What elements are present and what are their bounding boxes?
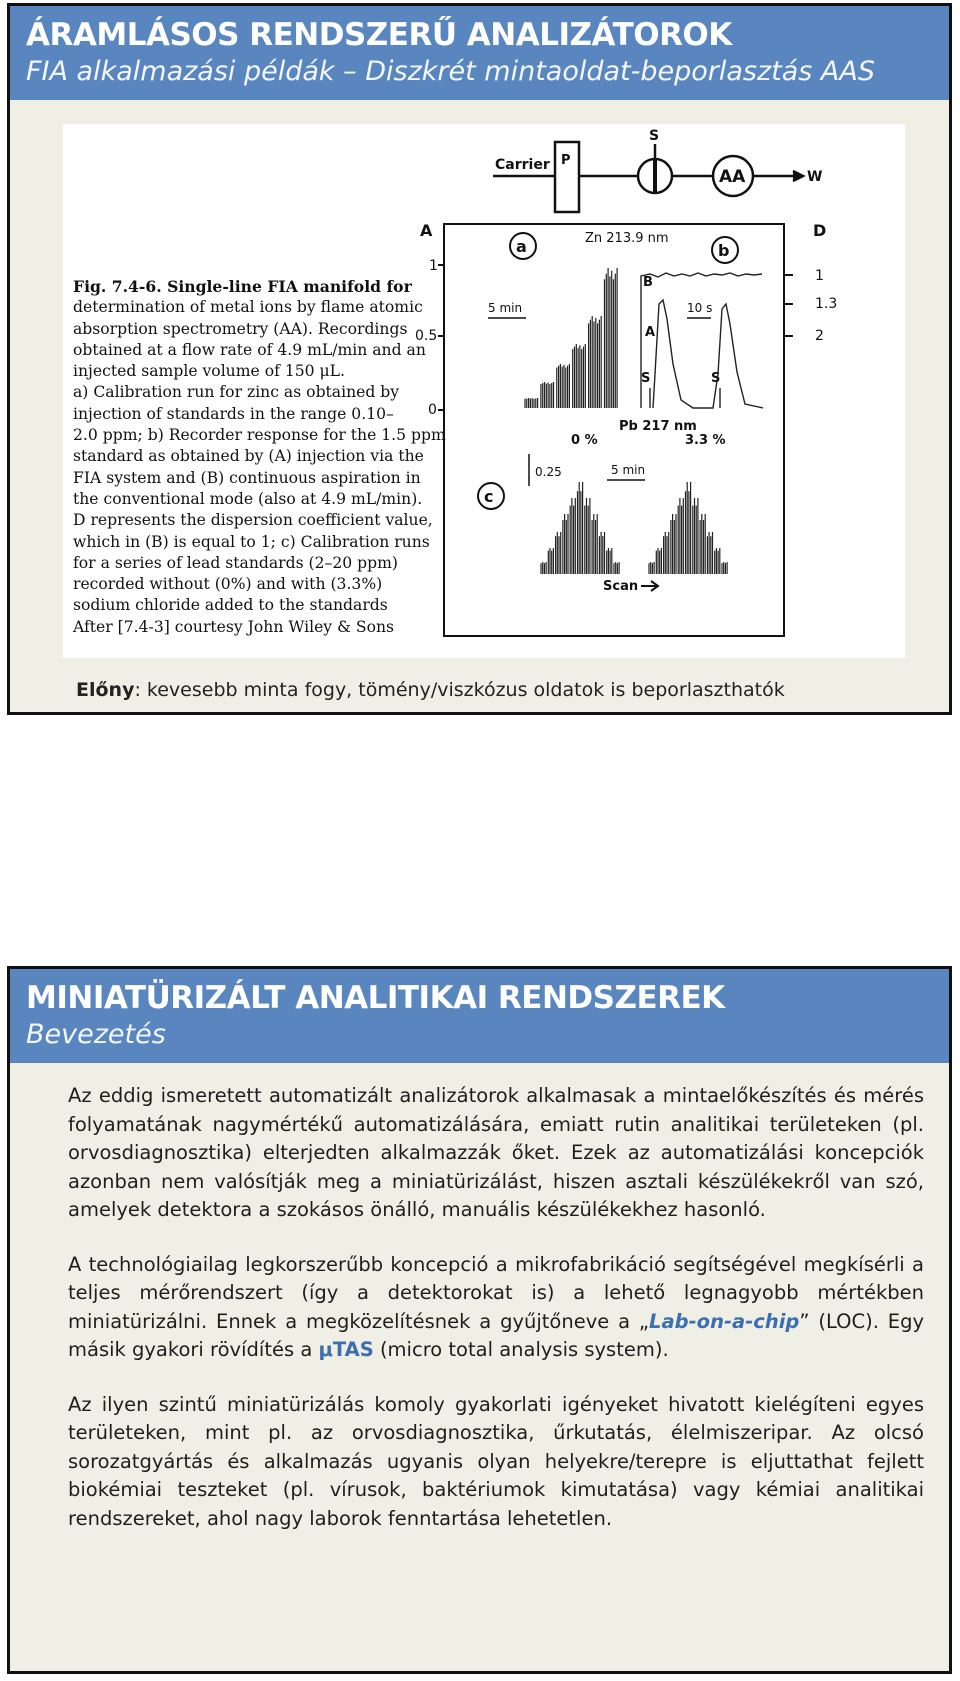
- manifold-diagram: [493, 142, 803, 212]
- scan-arrow-icon: [641, 581, 658, 591]
- slide-body: [68, 1082, 924, 1559]
- caption-line: After [7.4-3] courtesy John Wiley & Sons: [73, 617, 395, 636]
- caption-line: which in (B) is equal to 1; c) Calibration runs: [73, 532, 430, 551]
- panel-c-right-label: 3.3 %: [685, 433, 726, 448]
- advantage-label: Előny: [76, 679, 135, 701]
- loc-text-c: (micro total analysis system).: [373, 1338, 669, 1361]
- slide-header: [10, 6, 949, 100]
- caption-line: sodium chloride added to the standards: [73, 596, 388, 615]
- panel-a-scale: 5 min: [488, 301, 523, 315]
- slide-title: ÁRAMLÁSOS RENDSZERŰ ANALIZÁTOROK: [26, 17, 732, 53]
- caption-line: 2.0 ppm; b) Recorder response for the 1.5 ppm: [73, 426, 446, 445]
- right-axis-tick: 2: [815, 328, 824, 344]
- caption-line: standard as obtained by (A) injection via the: [73, 447, 424, 466]
- caption-line: injection of standards in the range 0.10–: [73, 404, 394, 423]
- panel-c-scale-bar: 0.25: [535, 465, 562, 479]
- pump-label: P: [561, 153, 571, 168]
- caption-line: Fig. 7.4-6. Single-line FIA manifold for: [73, 277, 412, 296]
- detector-label: AA: [719, 167, 746, 187]
- paragraph-loc: [68, 1251, 924, 1365]
- right-axis-label: D: [813, 221, 827, 240]
- slide-header: [10, 969, 949, 1063]
- panel-a-label: a: [516, 237, 527, 256]
- caption-line: a) Calibration run for zinc as obtained by: [73, 383, 400, 402]
- panel-c-time: 5 min: [611, 463, 646, 477]
- caption-line: D represents the dispersion coefficient value,: [73, 511, 433, 530]
- lead-calibration-peaks: [541, 482, 727, 574]
- curve-b-label: B: [643, 275, 653, 290]
- caption-line: FIA system and (B) continuous aspiration in: [73, 468, 421, 487]
- left-axis-label: A: [420, 221, 433, 240]
- curve-a-label: A: [645, 325, 656, 340]
- mtas-term: μTAS: [318, 1338, 374, 1361]
- zn-wavelength-label: Zn 213.9 nm: [585, 231, 669, 246]
- left-axis-tick: 0.5: [415, 328, 438, 344]
- carrier-label: Carrier: [495, 157, 550, 173]
- paragraph-intro: Az eddig ismeretett automatizált analizátorok alkalmasak a mintaelőkészítés és mérés folyamatának nagymértékű automatizálására, emiatt rutin analitikai területeken (pl. orvosdiagnosztika) elterjedten alkalmazzák őket. Ezek az automatizálási koncepciók azonban nem valósítják meg a miniatürizálást, hiszen asztali készülékekről van szó, amelyek detektora a szokásos önálló, manuális készülékekhez hasonló.: [68, 1084, 924, 1221]
- recorder-response-curves: [641, 273, 763, 408]
- paragraph-applications: Az ilyen szintű miniatürizálás komoly gyakorlati igényeket hivatott kielégíteni egyes területeken, mint pl. az orvosdiagnosztika, űrkutatás, élelmiszeripar. Az olcsó sorozatgyártás és alkalmazás ugyanis olyan helyekre/terepre is eljuttathat fejlett biokémiai teszteket (pl. vírusok, baktériumok kimutatása) vagy kémiai analitikai rendszereket, ahol nagy laborok fenntartása lehetetlen.: [68, 1392, 924, 1530]
- panel-c-left-label: 0 %: [571, 433, 598, 448]
- slide-fia-examples: [7, 3, 952, 715]
- slide-subtitle: Bevezetés: [26, 1019, 166, 1050]
- slide-subtitle: FIA alkalmazási példák – Diszkrét mintaoldat-beporlasztás AAS: [26, 56, 876, 87]
- lab-on-a-chip-term: Lab-on-a-chip: [649, 1309, 800, 1333]
- caption-line: recorded without (0%) and with (3.3%): [73, 575, 383, 594]
- panel-b-label: b: [718, 241, 730, 260]
- caption-line: determination of metal ions by flame atomic: [73, 298, 423, 317]
- inject-marker-2: S: [711, 371, 721, 386]
- injector-label: S: [649, 128, 660, 144]
- zinc-calibration-peaks: [525, 268, 617, 408]
- caption-line: injected sample volume of 150 μL.: [73, 362, 345, 381]
- pb-wavelength-label: Pb 217 nm: [619, 419, 697, 434]
- caption-line: obtained at a flow rate of 4.9 mL/min and an: [73, 340, 426, 359]
- fia-figure: [63, 124, 905, 658]
- caption-line: absorption spectrometry (AA). Recordings: [73, 319, 408, 338]
- scan-label: Scan: [603, 579, 639, 594]
- fia-diagram: [63, 124, 905, 658]
- right-axis-tick: 1.3: [815, 296, 838, 312]
- inject-marker-1: S: [641, 371, 651, 386]
- caption-line: for a series of lead standards (2–20 ppm): [73, 553, 398, 572]
- left-axis-tick: 1: [429, 258, 438, 274]
- panel-c-label: c: [484, 487, 494, 506]
- panel-b-scale: 10 s: [687, 301, 713, 315]
- caption-line: the conventional mode (also at 4.9 mL/min).: [73, 489, 423, 508]
- loc-text-b: ” (LOC). Egy másik gyakori rövídítés a: [68, 1309, 924, 1361]
- slide-miniaturized-systems: [7, 966, 952, 1674]
- waste-label: W: [807, 169, 823, 185]
- loc-text-a: A technológiailag legkorszerűbb koncepció a mikrofabrikáció segítségével megkísérli a teljes mérőrendszert (így a detektorokat is) a lehető legnagyobb mértékben miniatürizálni. Ennek a megközelítésnek a gyűjtőneve a „: [68, 1252, 924, 1333]
- slide-title: MINIATÜRIZÁLT ANALITIKAI RENDSZEREK: [26, 980, 725, 1016]
- advantage-text: : kevesebb minta fogy, tömény/viszkózus oldatok is beporlaszthatók: [134, 679, 785, 701]
- right-axis-tick: 1: [815, 268, 824, 284]
- advantage-line: [76, 679, 785, 701]
- left-axis-tick: 0: [428, 402, 437, 418]
